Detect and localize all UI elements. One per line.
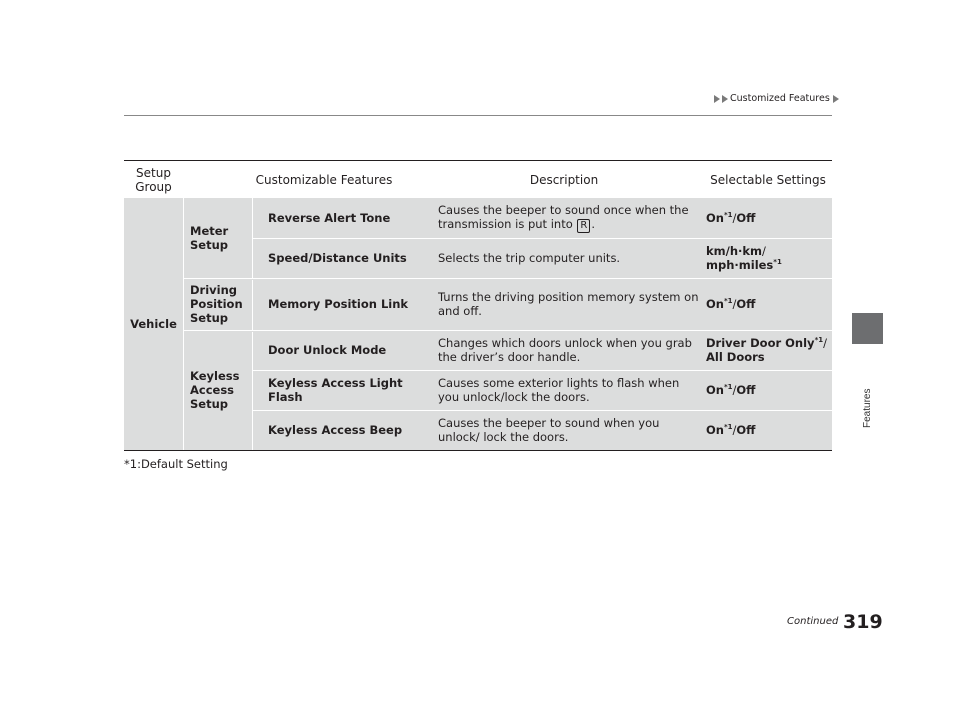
top-rule	[124, 115, 832, 116]
setting-speed-distance-units: km/h·km/ mph·miles$^{*1}$	[706, 244, 782, 272]
setting-keyless-access-light-flash: On$^{*1}$/Off	[706, 383, 756, 397]
continued-label: Continued	[787, 616, 839, 627]
description-speed-distance-units: Selects the trip computer units.	[438, 251, 621, 265]
description-reverse-alert-tone: Causes the beeper to sound once when the transmission is put into R .	[438, 203, 689, 231]
triangle-right-icon	[714, 95, 720, 103]
description-keyless-access-light-flash: Causes some exterior lights to flash when you unlock/lock the doors.	[438, 376, 680, 404]
setting-reverse-alert-tone: On$^{*1}$/Off	[706, 211, 756, 225]
feature-speed-distance-units: Speed/Distance Units	[268, 251, 407, 265]
breadcrumb-label: Customized Features	[730, 93, 830, 104]
setting-door-unlock-mode: Driver Door Only$^{*1}$/ All Doors	[706, 336, 827, 364]
column-header-settings: Selectable Settings	[710, 173, 826, 187]
subgroup-driving-position-setup: Driving Position Setup	[190, 283, 243, 325]
breadcrumb	[714, 93, 839, 104]
setting-keyless-access-beep: On$^{*1}$/Off	[706, 423, 756, 437]
column-header-description: Description	[529, 173, 599, 187]
triangle-right-icon	[722, 95, 728, 103]
feature-keyless-access-light-flash: Keyless Access Light Flash	[268, 376, 403, 404]
column-divider	[252, 280, 253, 330]
description-door-unlock-mode: Changes which doors unlock when you grab the driver’s door handle.	[438, 336, 692, 364]
column-divider	[252, 332, 253, 450]
feature-door-unlock-mode: Door Unlock Mode	[268, 343, 387, 357]
footnote: *1:Default Setting	[124, 457, 228, 471]
column-header-features: Customizable Features	[255, 173, 393, 187]
section-tab-label: Features	[862, 388, 873, 428]
section-tab-marker	[852, 313, 883, 344]
feature-keyless-access-beep: Keyless Access Beep	[268, 423, 403, 437]
description-memory-position-link: Turns the driving position memory system on and off.	[438, 290, 699, 318]
description-keyless-access-beep: Causes the beeper to sound when you unlock/ lock the doors.	[438, 416, 660, 444]
r-gear-key: R	[577, 219, 590, 233]
feature-memory-position-link: Memory Position Link	[268, 297, 409, 311]
page-number: 319	[843, 611, 883, 633]
setting-memory-position-link: On$^{*1}$/Off	[706, 297, 756, 311]
group-vehicle: Vehicle	[130, 317, 177, 331]
subgroup-keyless-access-setup: Keyless Access Setup	[190, 369, 240, 411]
feature-reverse-alert-tone: Reverse Alert Tone	[268, 211, 391, 225]
subgroup-meter-setup: Meter Setup	[190, 224, 229, 252]
column-divider	[183, 198, 184, 450]
triangle-right-icon	[833, 95, 839, 103]
table-body	[124, 198, 832, 451]
column-header-setup-group: Setup Group	[135, 166, 172, 194]
